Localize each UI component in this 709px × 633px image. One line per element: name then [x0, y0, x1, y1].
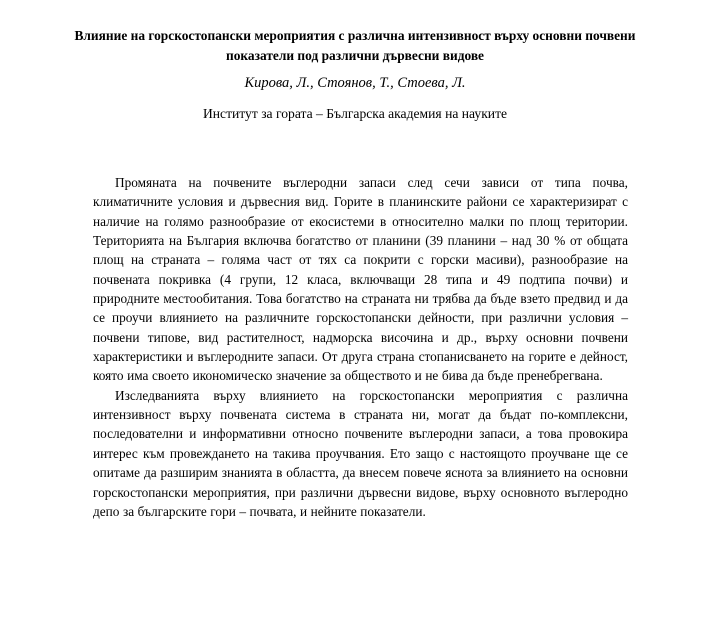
paragraph: Промяната на почвените въглеродни запаси след сечи зависи от типа почва, климатичните условия и дървесния вид. Горите в планинските райони се характеризират с наличие на голямо разнообразие от екосистеми в относително малки по площ територии. Територията на България включва богатство от планини (39 планини – над 30 % от общата площ на страната – голяма част от тях са покрити с горски масиви), разнообразие на почвената покривка (4 групи, 12 класа, включващи 28 типа и 49 подтипа почви) и природните местообитания. Това богатство на страната ни трябва да бъде взето предвид и да се проучи влиянието на различните горскостопански дейности, при различни условия – почвени типове, вид растителност, надморска височина и др., върху основни почвени характеристики и въглеродните запаси. От друга страна стопанисването на горите е дейност, която има своето икономическо значение за обществото и не бива да бъде пренебрегвана.: [93, 175, 628, 384]
affiliation: Институт за гората – Българска академия на науките: [202, 106, 508, 121]
body-text: [93, 173, 628, 521]
paper-title: Влияние на горскостопански мероприятия с различна интензивност върху основни почвени показатели под различни дървесни видове: [74, 28, 636, 63]
author-list: Кирова, Л., Стоянов, Т., Стоева, Л.: [244, 75, 466, 91]
paragraph: Изследванията върху влиянието на горскостопански мероприятия с различна интензивност върху почвената система в страната ни, могат да бъдат по-комплексни, последователни и информативни относно почвените въглеродни запаси, а това провокира интерес към провеждането на такива проучвания. Ето защо с настоящото проучване ще се опитаме да разширим знанията в областта, да внесем повече яснота за влиянието на основни горскостопански мероприятия, при различни дървесни видове, върху основното въглеродно депо за българските гори – почвата, и нейните показатели.: [93, 387, 628, 519]
